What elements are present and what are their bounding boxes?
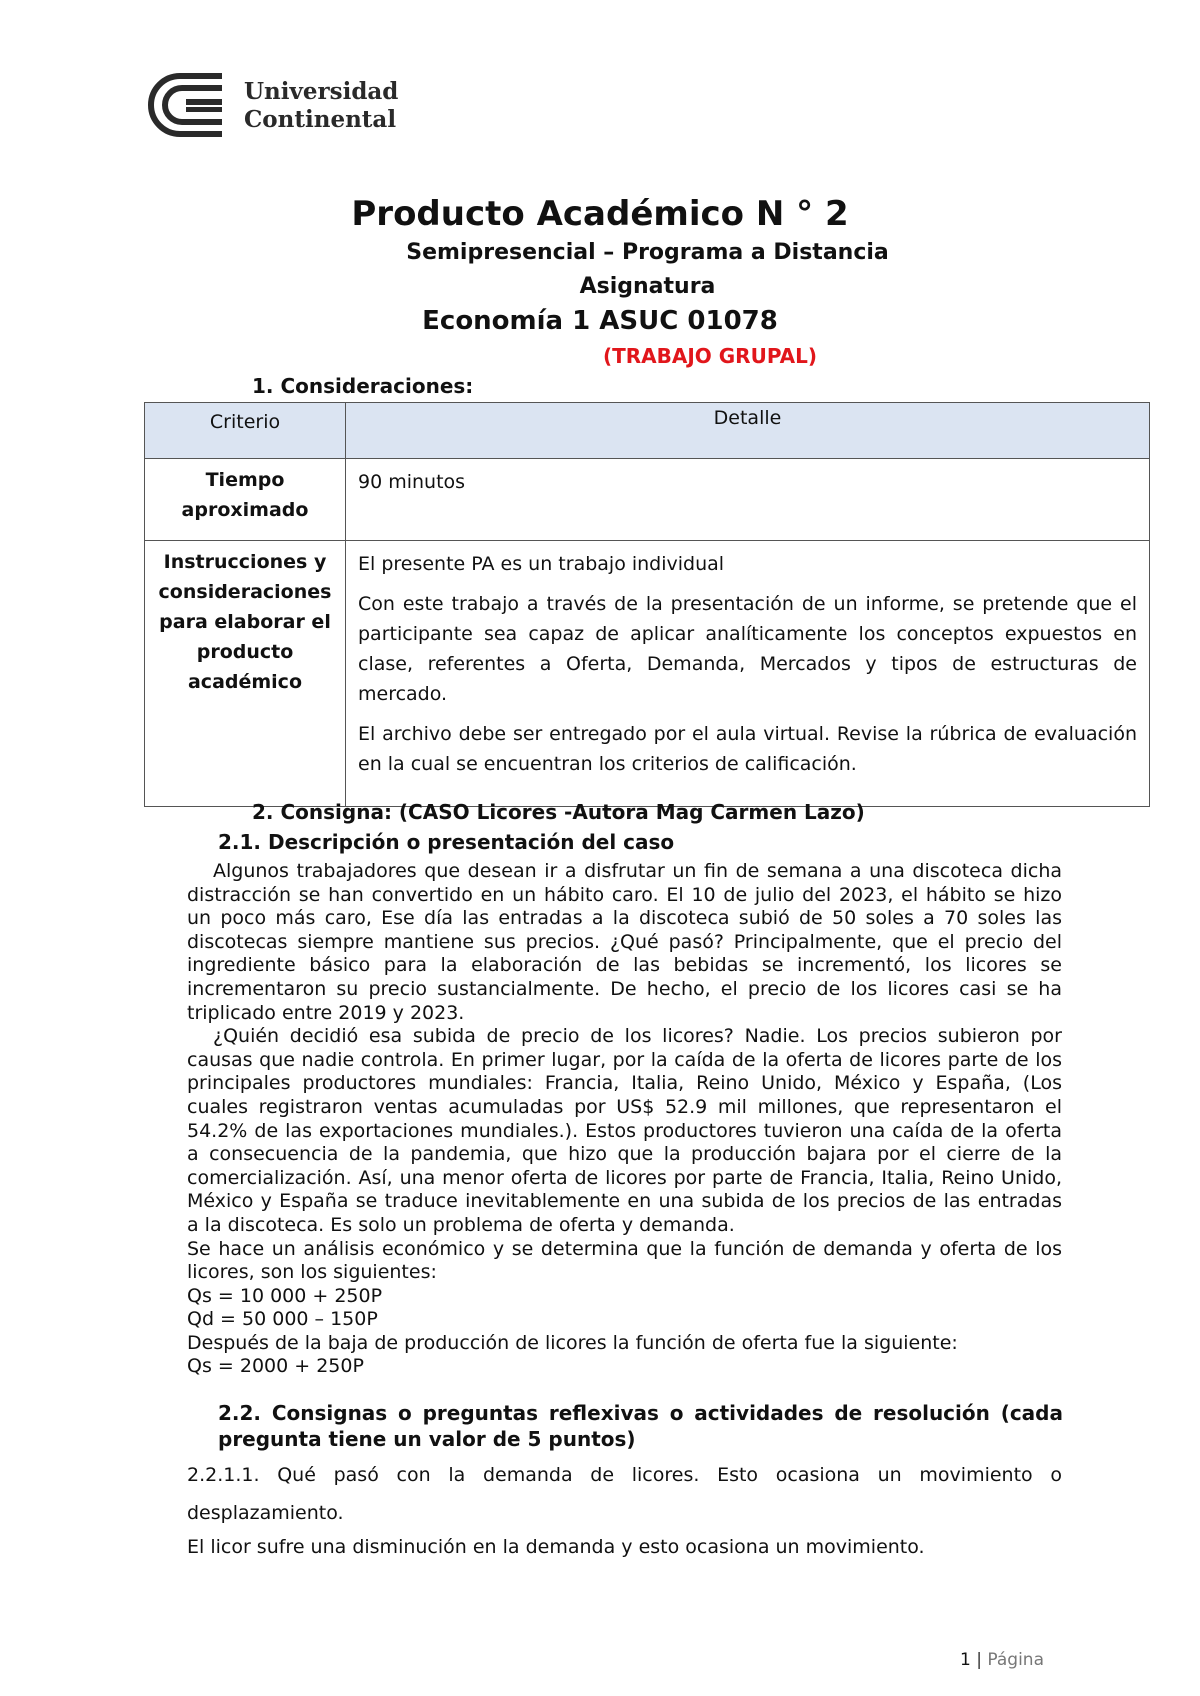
section2-heading: 2. Consigna: (CASO Licores -Autora Mag Carmen Lazo): [252, 800, 865, 824]
criterio-cell: Instrucciones y consideraciones para elaborar el producto académico: [145, 541, 346, 807]
equation-new-supply: Qs = 2000 + 250P: [187, 1355, 364, 1378]
paragraph: Se hace un análisis económico y se determina que la función de demanda y oferta de los licores, son los siguientes:: [187, 1237, 1062, 1284]
subject-label: Asignatura: [579, 274, 716, 299]
uc-logo-icon: [142, 70, 232, 140]
subsection-2-1: 2.1. Descripción o presentación del caso: [218, 830, 675, 854]
detalle-cell: El presente PA es un trabajo individual Con este trabajo a través de la presentación de un informe, se pretende que el participante sea capaz de aplicar analíticamente los conceptos expuestos en clase, referentes a Oferta, Demanda, Mercados y tipos de estructuras de mercado. El archivo debe ser entregado por el aula virtual. Revise la rúbrica de evaluación en la cual se encuentran los criterios de calificación.: [346, 541, 1150, 807]
considerations-table: [144, 402, 1150, 807]
equation-demand: Qd = 50 000 – 150P: [187, 1308, 378, 1331]
logo-wordmark: Universidad Continental: [244, 78, 399, 133]
col-criterio: Criterio: [145, 403, 346, 459]
paragraph: ¿Quién decidió esa subida de precio de los licores? Nadie. Los precios subieron por causas que nadie controla. En primer lugar, por la caída de la oferta de licores parte de los principales productores mundiales: Francia, Italia, Reino Unido, México y España, (Los cuales registraron ventas acumuladas por US$ 52.9 mil millones, que representaron el 54.2% de las exportaciones mundiales.). Estos productores tuvieron una caída de la oferta a consecuencia de la pandemia, que hizo que la producción bajara por el cierre de la comercialización. Así, una menor oferta de licores por parte de Francia, Italia, Reino Unido, México y España se traduce inevitablemente en una subida de los precios de las entradas a la discoteca. Es solo un problema de oferta y demanda.: [187, 1025, 1062, 1236]
course-name: Economía 1 ASUC 01078: [422, 306, 778, 336]
university-logo: [142, 70, 402, 140]
paragraph: Después de la baja de producción de licores la función de oferta fue la siguiente:: [187, 1331, 958, 1354]
section1-heading: 1. Consideraciones:: [252, 374, 474, 398]
page-footer: [960, 1650, 1044, 1670]
question-1: 2.2.1.1. Qué pasó con la demanda de licores. Esto ocasiona un movimiento o desplazamiento.: [187, 1464, 1062, 1524]
equation-supply: Qs = 10 000 + 250P: [187, 1284, 383, 1307]
page-number: 1: [960, 1650, 971, 1670]
case-description: [187, 860, 1062, 1379]
criterio-cell: Tiempo aproximado: [145, 459, 346, 541]
modality: Semipresencial – Programa a Distancia: [406, 240, 889, 265]
subsection-2-2: 2.2. Consignas o preguntas reflexivas o actividades de resolución (cada pregunta tiene un valor de 5 puntos): [218, 1401, 1063, 1451]
table-row: [145, 541, 1150, 807]
footer-separator: |: [976, 1650, 982, 1670]
paragraph: Algunos trabajadores que desean ir a disfrutar un fin de semana a una discoteca dicha distracción se han convertido en un hábito caro. El 10 de julio del 2023, el hábito se hizo un poco más caro, Ese día las entradas a la discoteca subió de 50 soles a 70 soles las discotecas siempre mantiene sus precios. ¿Qué pasó? Principalmente, que el precio del ingrediente básico para la elaboración de las bebidas se incrementó, los licores se incrementaron su precio sustancialmente. De hecho, el precio de los licores casi se ha triplicado entre 2019 y 2023.: [187, 860, 1062, 1024]
col-detalle: Detalle: [346, 403, 1150, 459]
table-row: [145, 459, 1150, 541]
page-title: Producto Académico N ° 2: [351, 194, 849, 234]
answer-1: El licor sufre una disminución en la demanda y esto ocasiona un movimiento.: [187, 1536, 925, 1558]
group-note: (TRABAJO GRUPAL): [602, 344, 818, 368]
page-label: Página: [987, 1650, 1044, 1670]
detalle-cell: 90 minutos: [346, 459, 1150, 541]
